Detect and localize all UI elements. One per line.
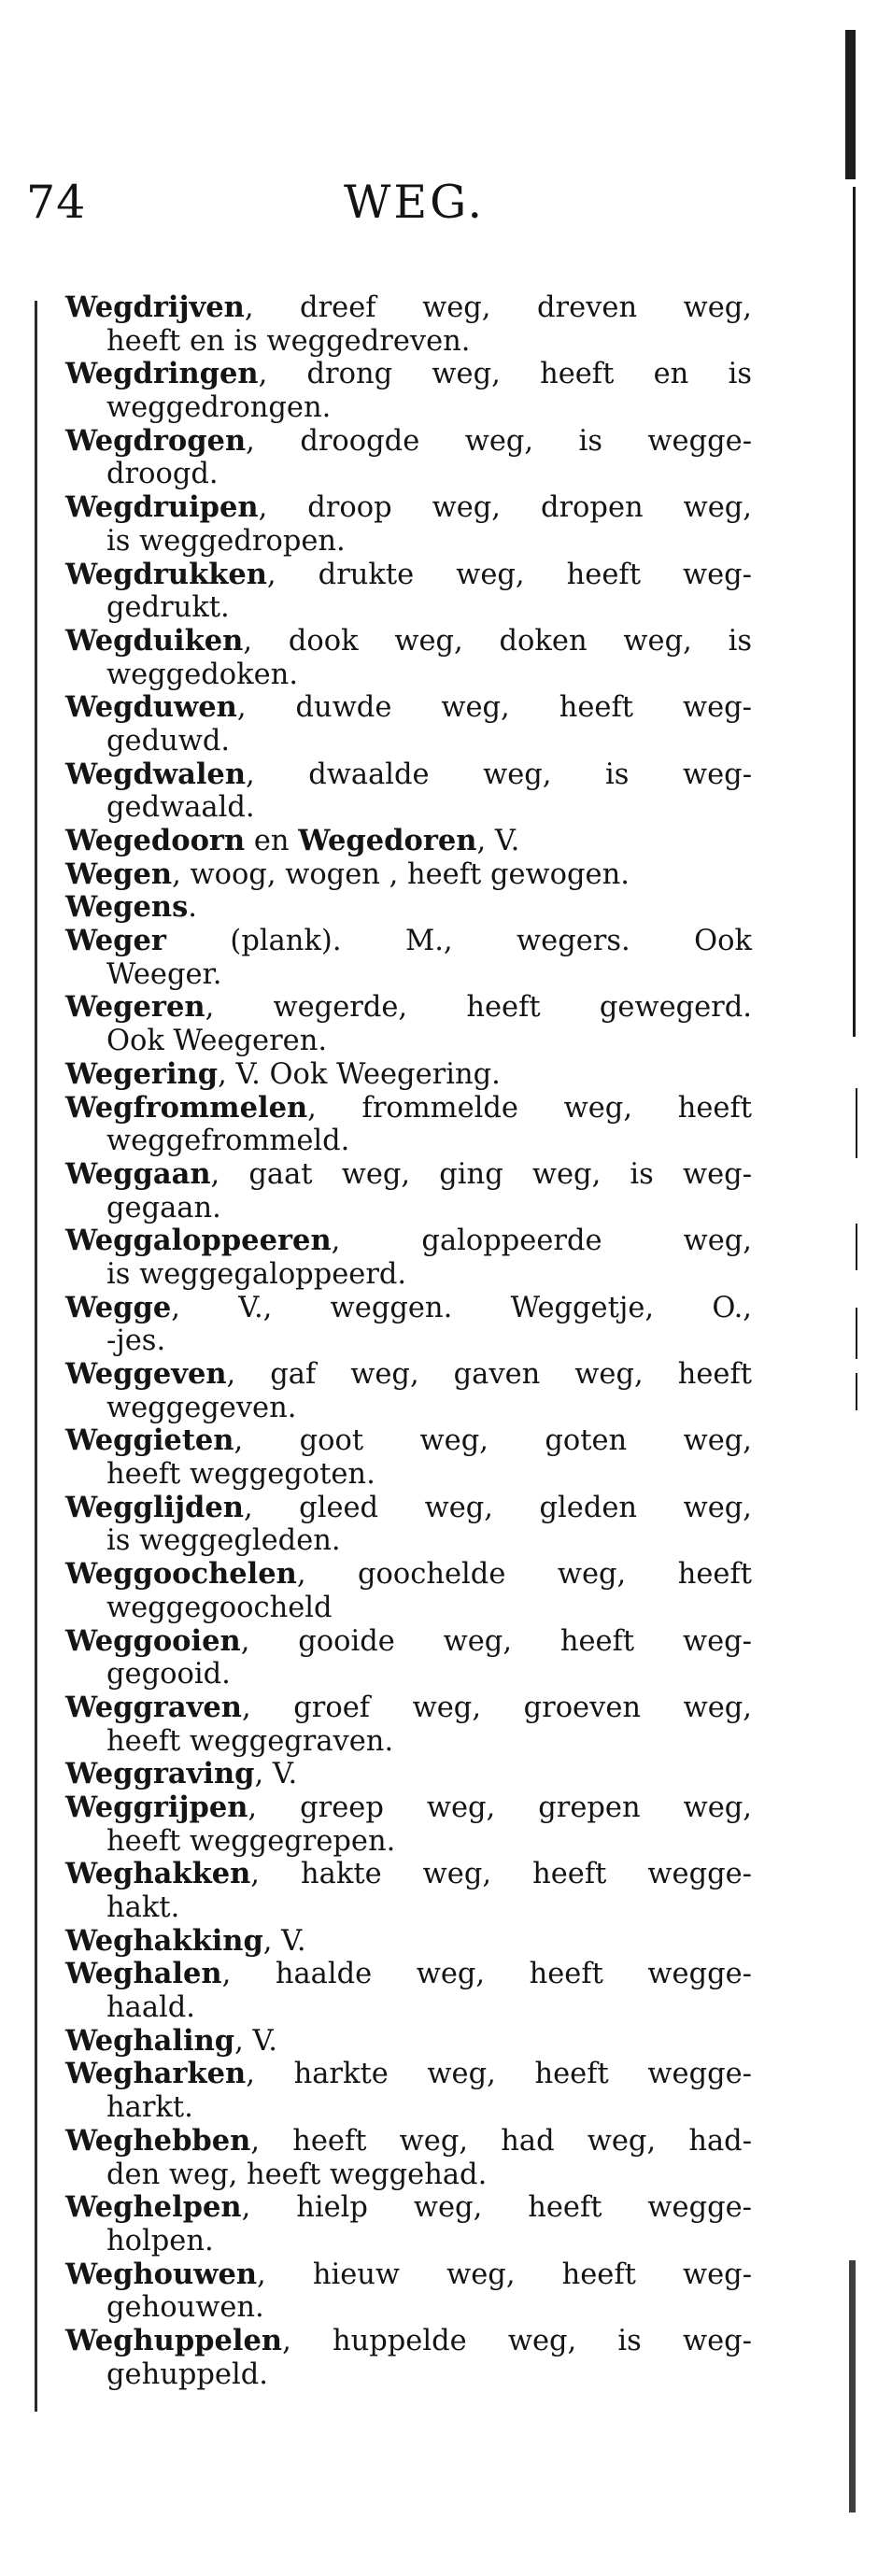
entry-continuation: heeft en is weggedreven. bbox=[106, 324, 471, 358]
entry-definition: , heeft weg, had weg, had- bbox=[250, 2124, 752, 2158]
dictionary-entry bbox=[65, 891, 752, 925]
entry-headword: Wegfrommelen bbox=[65, 1090, 308, 1125]
entry-first-line bbox=[65, 2325, 752, 2358]
dictionary-entry bbox=[65, 1791, 752, 1858]
entry-continuation: droogd. bbox=[106, 458, 219, 491]
page-edge-mark bbox=[856, 1224, 857, 1270]
dictionary-entry bbox=[65, 1492, 752, 1558]
entry-first-line bbox=[65, 2025, 752, 2059]
entry-continuation: harkt. bbox=[106, 2091, 193, 2125]
entry-continuation: weggegeven. bbox=[106, 1391, 297, 1424]
entry-headword: Wegdrijven bbox=[65, 290, 245, 324]
dictionary-entry bbox=[65, 858, 752, 892]
dictionary-entry bbox=[65, 1758, 752, 1791]
entry-first-line bbox=[65, 2258, 752, 2292]
entry-definition: , goot weg, goten weg, bbox=[234, 1424, 752, 1458]
entry-headword: Wegge bbox=[65, 1290, 172, 1324]
entry-headword: Wegdrogen bbox=[65, 423, 247, 458]
entry-continuation: weggegoocheld bbox=[106, 1591, 333, 1624]
entry-continuation: holpen. bbox=[106, 2224, 214, 2258]
entry-first-line bbox=[65, 825, 752, 858]
entry-first-line bbox=[65, 1858, 752, 1891]
entry-definition: , drukte weg, heeft weg- bbox=[266, 558, 752, 591]
entry-headword: Weggeven bbox=[65, 1357, 227, 1391]
entry-continuation: weggedoken. bbox=[106, 658, 299, 691]
entry-definition: , goochelde weg, heeft bbox=[296, 1558, 752, 1592]
dictionary-entry bbox=[65, 1925, 752, 1959]
entry-continuation: gegaan. bbox=[106, 1191, 221, 1224]
column-rule bbox=[35, 301, 37, 2412]
entry-definition: , harkte weg, heeft wegge- bbox=[246, 2058, 752, 2091]
entry-definition: , dwaalde weg, is weg- bbox=[246, 757, 752, 791]
entry-continuation: weggedrongen. bbox=[106, 391, 332, 425]
entry-definition: , duwde weg, heeft weg- bbox=[236, 691, 752, 725]
entry-headword: Wegglijden bbox=[65, 1490, 244, 1524]
dictionary-entry bbox=[65, 425, 752, 491]
entry-definition: , woog, wogen , heeft gewogen. bbox=[172, 857, 630, 891]
entry-continuation: is weggedropen. bbox=[106, 524, 346, 558]
entry-continuation: Ook Weegeren. bbox=[106, 1025, 328, 1058]
entry-first-line bbox=[65, 559, 752, 592]
entry-headword-variant: Wegedoren bbox=[298, 824, 477, 857]
entry-definition: , gooide weg, heeft weg- bbox=[240, 1624, 752, 1658]
dictionary-entry bbox=[65, 491, 752, 558]
dictionary-entry bbox=[65, 1958, 752, 2024]
entry-continuation: gehouwen. bbox=[106, 2291, 264, 2325]
entry-definition: , V. bbox=[234, 2024, 277, 2058]
entry-headword: Wegen bbox=[65, 856, 173, 891]
page-edge-mark bbox=[845, 30, 856, 179]
dictionary-entry bbox=[65, 1092, 752, 1158]
entry-definition: , dook weg, doken weg, is bbox=[243, 624, 752, 658]
entry-definition: , V. bbox=[254, 1758, 298, 1791]
dictionary-entry bbox=[65, 925, 752, 991]
dictionary-entry bbox=[65, 991, 752, 1057]
entry-continuation: hakt. bbox=[106, 1891, 180, 1924]
entry-first-line bbox=[65, 1758, 752, 1791]
dictionary-entry bbox=[65, 1558, 752, 1624]
dictionary-entry bbox=[65, 1358, 752, 1424]
dictionary-entry bbox=[65, 2325, 752, 2391]
entry-continuation: -jes. bbox=[106, 1324, 166, 1358]
entry-headword: Wegdwalen bbox=[65, 757, 247, 791]
dictionary-entry bbox=[65, 291, 752, 358]
entry-definition: , groef weg, groeven weg, bbox=[241, 1691, 752, 1724]
entry-headword: Weghelpen bbox=[65, 2190, 242, 2225]
entry-first-line bbox=[65, 1158, 752, 1192]
entry-continuation: weggefrommeld. bbox=[106, 1125, 350, 1158]
entry-first-line bbox=[65, 991, 752, 1025]
dictionary-entry bbox=[65, 625, 752, 691]
entry-first-line bbox=[65, 1358, 752, 1392]
entry-first-line bbox=[65, 491, 752, 525]
dictionary-entries bbox=[65, 291, 752, 2391]
dictionary-entry bbox=[65, 825, 752, 858]
dictionary-entry bbox=[65, 1224, 752, 1291]
entry-definition: , frommelde weg, heeft bbox=[307, 1091, 752, 1125]
entry-first-line bbox=[65, 625, 752, 658]
page-edge-mark bbox=[856, 1088, 857, 1158]
entry-definition: , V. Ook Weegering. bbox=[218, 1057, 501, 1091]
entry-headword: Wegduiken bbox=[65, 623, 244, 658]
entry-continuation: is weggegaloppeerd. bbox=[106, 1257, 407, 1291]
entry-headword: Wegduwen bbox=[65, 690, 237, 725]
entry-first-line bbox=[65, 1224, 752, 1258]
dictionary-entry bbox=[65, 1158, 752, 1224]
entry-headword: Weghakken bbox=[65, 1857, 251, 1891]
entry-definition: , dreef weg, dreven weg, bbox=[244, 291, 752, 324]
entry-first-line bbox=[65, 1925, 752, 1959]
entry-definition: , wegerde, heeft gewegerd. bbox=[205, 991, 752, 1025]
entry-continuation: gedwaald. bbox=[106, 791, 255, 825]
entry-first-line bbox=[65, 291, 752, 325]
page-edge-mark bbox=[853, 187, 856, 1037]
entry-continuation: heeft weggegrepen. bbox=[106, 1824, 396, 1858]
entry-first-line bbox=[65, 358, 752, 391]
entry-continuation: heeft weggegraven. bbox=[106, 1724, 394, 1758]
entry-continuation: gegooid. bbox=[106, 1658, 231, 1691]
entry-headword: Weghebben bbox=[65, 2123, 251, 2158]
entry-headword: Weggaloppeeren bbox=[65, 1224, 332, 1258]
entry-first-line bbox=[65, 1558, 752, 1592]
entry-headword: Wegdringen bbox=[65, 357, 259, 391]
entry-definition: , V. bbox=[262, 1924, 306, 1958]
dictionary-entry bbox=[65, 2025, 752, 2059]
entry-first-line bbox=[65, 2125, 752, 2158]
entry-headword: Weggieten bbox=[65, 1423, 234, 1458]
section-title: WEG. bbox=[344, 176, 486, 229]
entry-first-line bbox=[65, 2058, 752, 2091]
entry-headword: Wegedoorn bbox=[65, 824, 246, 857]
entry-first-line bbox=[65, 891, 752, 925]
entry-first-line bbox=[65, 1492, 752, 1525]
dictionary-entry bbox=[65, 1058, 752, 1092]
page-header bbox=[0, 176, 892, 250]
dictionary-entry bbox=[65, 691, 752, 757]
dictionary-entry bbox=[65, 758, 752, 825]
entry-headword: Weghouwen bbox=[65, 2257, 258, 2291]
dictionary-entry bbox=[65, 2258, 752, 2325]
dictionary-entry bbox=[65, 1691, 752, 1758]
entry-first-line bbox=[65, 691, 752, 725]
entry-headword: Wegharken bbox=[65, 2057, 247, 2091]
entry-continuation: is weggegleden. bbox=[106, 1524, 341, 1558]
entry-definition: , droogde weg, is wegge- bbox=[246, 424, 752, 458]
entry-definition: en bbox=[245, 825, 299, 857]
dictionary-entry bbox=[65, 1858, 752, 1924]
entry-headword: Weggraven bbox=[65, 1690, 242, 1724]
entry-first-line bbox=[65, 1958, 752, 1991]
entry-headword: Wegens bbox=[65, 890, 189, 925]
entry-first-line bbox=[65, 425, 752, 459]
dictionary-entry bbox=[65, 1292, 752, 1358]
page-edge-mark bbox=[849, 2260, 856, 2512]
entry-continuation: Weeger. bbox=[106, 957, 222, 991]
dictionary-entry bbox=[65, 2058, 752, 2124]
entry-first-line bbox=[65, 1292, 752, 1325]
entry-definition: , greep weg, grepen weg, bbox=[248, 1790, 752, 1824]
entry-headword: Weger bbox=[65, 924, 166, 958]
entry-first-line bbox=[65, 1625, 752, 1659]
page-edge-mark bbox=[856, 1373, 857, 1410]
entry-definition: , hieuw weg, heeft weg- bbox=[257, 2258, 752, 2291]
dictionary-entry bbox=[65, 1424, 752, 1491]
entry-definition-tail: , V. bbox=[476, 825, 520, 857]
entry-first-line bbox=[65, 1791, 752, 1825]
entry-first-line bbox=[65, 858, 752, 892]
entry-continuation: heeft weggegoten. bbox=[106, 1458, 375, 1492]
entry-definition: . bbox=[188, 891, 197, 925]
entry-headword: Wegering bbox=[65, 1056, 219, 1091]
entry-first-line bbox=[65, 925, 752, 958]
entry-definition: , drong weg, heeft en is bbox=[258, 358, 752, 391]
entry-headword: Weggooien bbox=[65, 1623, 241, 1658]
entry-headword: Weghalen bbox=[65, 1957, 222, 1991]
entry-definition: , galoppeerde weg, bbox=[331, 1224, 752, 1258]
entry-headword: Wegdruipen bbox=[65, 490, 259, 525]
page-number: 74 bbox=[26, 176, 87, 229]
entry-headword: Weggrijpen bbox=[65, 1790, 248, 1824]
entry-definition: , V., weggen. Weggetje, O., bbox=[171, 1291, 752, 1324]
entry-continuation: geduwd. bbox=[106, 724, 231, 757]
entry-first-line bbox=[65, 2191, 752, 2225]
entry-definition: , gaf weg, gaven weg, heeft bbox=[226, 1358, 752, 1391]
entry-first-line bbox=[65, 758, 752, 792]
page-edge-mark bbox=[856, 1308, 857, 1359]
entry-definition: , droop weg, dropen weg, bbox=[258, 491, 752, 525]
dictionary-entry bbox=[65, 1625, 752, 1691]
entry-continuation: gehuppeld. bbox=[106, 2357, 268, 2391]
entry-definition: , hakte weg, heeft wegge- bbox=[250, 1858, 752, 1891]
entry-first-line bbox=[65, 1691, 752, 1725]
entry-definition: , haalde weg, heeft wegge- bbox=[221, 1958, 752, 1991]
dictionary-entry bbox=[65, 2125, 752, 2191]
entry-definition: , gleed weg, gleden weg, bbox=[243, 1491, 752, 1524]
dictionary-entry bbox=[65, 358, 752, 424]
entry-headword: Weghuppelen bbox=[65, 2323, 283, 2357]
entry-headword: Weggaan bbox=[65, 1156, 211, 1191]
entry-definition: , hielp weg, heeft wegge- bbox=[241, 2191, 752, 2225]
entry-definition: (plank). M., wegers. Ook bbox=[165, 925, 752, 958]
entry-continuation: den weg, heeft weggehad. bbox=[106, 2158, 488, 2191]
entry-headword: Wegdrukken bbox=[65, 557, 267, 591]
entry-headword: Weghaling bbox=[65, 2023, 235, 2058]
entry-first-line bbox=[65, 1424, 752, 1458]
entry-headword: Weggraving bbox=[65, 1757, 255, 1791]
entry-headword: Weghakking bbox=[65, 1923, 263, 1958]
entry-first-line bbox=[65, 1092, 752, 1125]
dictionary-entry bbox=[65, 559, 752, 625]
entry-headword: Weggoochelen bbox=[65, 1557, 297, 1592]
entry-continuation: gedrukt. bbox=[106, 591, 230, 625]
entry-first-line bbox=[65, 1058, 752, 1092]
entry-continuation: haald. bbox=[106, 1991, 195, 2025]
entry-definition: , gaat weg, ging weg, is weg- bbox=[210, 1157, 752, 1191]
entry-definition: , huppelde weg, is weg- bbox=[282, 2324, 752, 2357]
dictionary-entry bbox=[65, 2191, 752, 2258]
entry-headword: Wegeren bbox=[65, 990, 205, 1025]
